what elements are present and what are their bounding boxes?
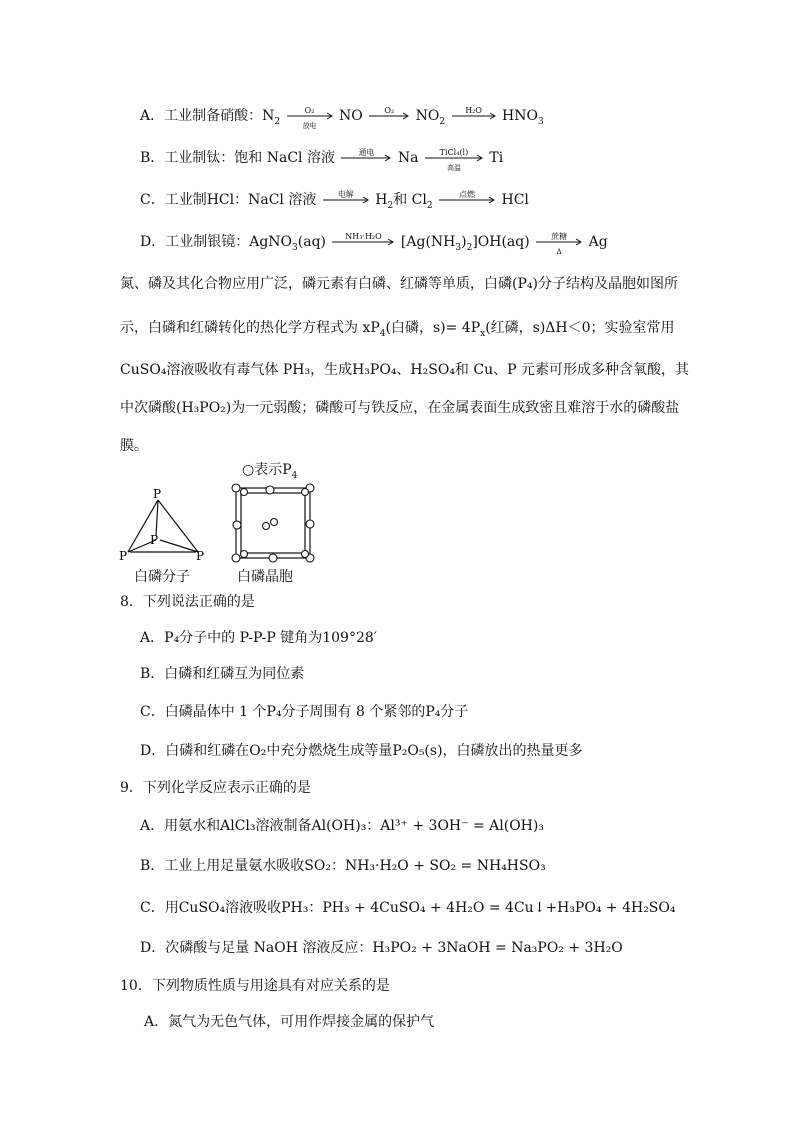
- q7-option-b: B．工业制钛：饱和 NaCl 溶液 通电 Na TiCl₄(l) 高温 Ti: [140, 148, 504, 172]
- q10-option-a: A．氮气为无色气体，可用作焊接金属的保护气: [144, 1014, 435, 1030]
- intro-line-1: 氮、磷及其化合物应用广泛，磷元素有白磷、红磷等单质，白磷(P₄)分子结构及晶胞如图所: [120, 276, 678, 292]
- reaction-arrow: 蔗糖 Δ: [536, 238, 582, 246]
- q9-option-b: B．工业上用足量氨水吸收SO₂：NH₃·H₂O + SO₂ = NH₄HSO₃: [140, 858, 546, 874]
- molecule-caption: 白磷分子: [134, 569, 190, 585]
- q8-stem: 8．下列说法正确的是: [120, 594, 255, 610]
- reaction-arrow: 通电: [341, 154, 391, 162]
- intro-line-2: 示，白磷和红磷转化的热化学方程式为 $xP_4$(白磷，$s)= 4P_x$(红磷，s)ΔH＜0；实验室常用: [120, 320, 675, 339]
- reaction-arrow: O₂: [369, 112, 409, 120]
- q9-option-d: D．次磷酸与足量 NaOH 溶液反应：H₃PO₂ + 3NaOH = Na₃PO₂ + 3H₂O: [140, 940, 623, 956]
- reaction-arrow: 电解: [323, 196, 369, 204]
- intro-line-3: CuSO₄溶液吸收有毒气体 PH₃，生成H₃PO₄、H₂SO₄和 Cu、P 元素可形成多种含氧酸，其: [120, 362, 689, 378]
- q10-stem: 10．下列物质性质与用途具有对应关系的是: [120, 978, 390, 994]
- intro-line-5: 膜。: [120, 438, 148, 454]
- reaction-arrow: NH₃·H₂O: [332, 238, 394, 246]
- q7-option-d: D．工业制银镜：AgNO$_3$(aq) NH₃·H₂O $[Ag(NH_3)_2]OH(aq)$ 蔗糖 Δ Ag: [140, 232, 608, 256]
- legend: ○表示$P_4$: [242, 462, 298, 481]
- q8-option-c: C．白磷晶体中 1 个P₄分子周围有 8 个紧邻的P₄分子: [140, 704, 469, 720]
- reaction-arrow: 点燃: [439, 196, 495, 204]
- legend-circle-icon: ○: [242, 462, 255, 478]
- q9-option-a: A．用氨水和AlCl₃溶液制备Al(OH)₃：Al³⁺ + 3OH⁻ = Al(OH)₃: [140, 818, 544, 834]
- p4-molecule-diagram: [118, 486, 214, 566]
- q8-option-a: A．P₄分子中的 P-P-P 键角为109°28′: [140, 630, 377, 646]
- unit-cell-caption: 白磷晶胞: [237, 569, 293, 585]
- reaction-arrow: H₂O: [452, 112, 496, 120]
- q9-option-c: C．用CuSO₄溶液吸收PH₃：PH₃ + 4CuSO₄ + 4H₂O = 4Cu↓+H₃PO₄ + 4H₂SO₄: [140, 900, 676, 916]
- reaction-arrow: O₂ 放电: [287, 112, 333, 120]
- atom-label: P: [196, 549, 205, 563]
- unit-cell-diagram: [224, 480, 324, 568]
- q7-option-c: C．工业制HCl：NaCl 溶液 电解 $H_2$和 $Cl_2$ 点燃 HCl: [140, 190, 529, 211]
- q9-stem: 9．下列化学反应表示正确的是: [120, 780, 311, 796]
- atom-label: P: [119, 549, 128, 563]
- atom-label: P: [153, 487, 162, 501]
- reaction-arrow: TiCl₄(l) 高温: [425, 154, 483, 162]
- q8-option-b: B．白磷和红磷互为同位素: [140, 666, 305, 682]
- q8-option-d: D．白磷和红磷在O₂中充分燃烧生成等量P₂O₅(s)，白磷放出的热量更多: [140, 743, 583, 759]
- atom-label: P: [150, 533, 159, 547]
- intro-line-4: 中次磷酸(H₃PO₂)为一元弱酸；磷酸可与铁反应，在金属表面生成致密且难溶于水的磷酸盐: [120, 400, 680, 416]
- q7-option-a: A．工业制备硝酸：$N_2$ O₂ 放电 NO O₂ $NO_2$ H₂O $HNO_3$: [140, 106, 544, 130]
